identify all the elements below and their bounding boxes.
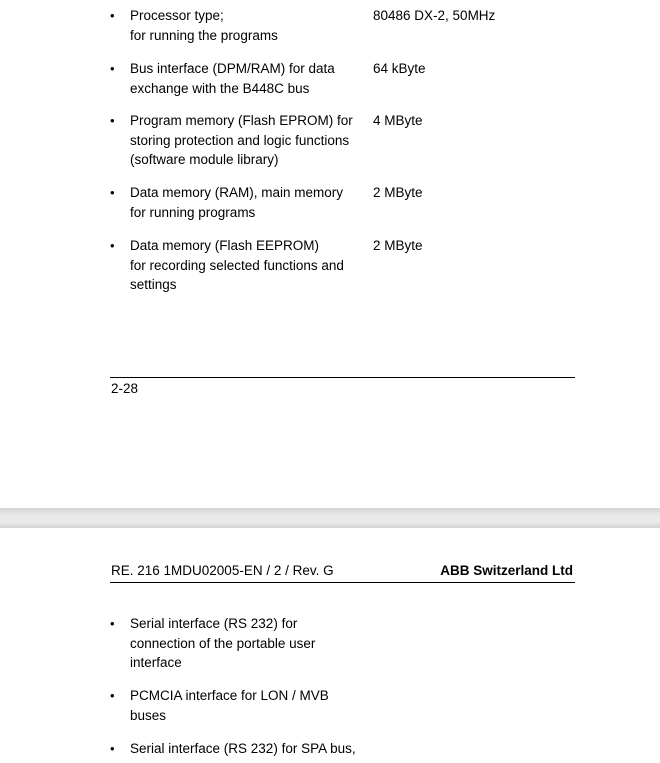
item-line: Data memory (RAM), main memory: [130, 185, 344, 200]
item-value: 4 MByte: [373, 113, 423, 128]
company-name: ABB Switzerland Ltd: [440, 563, 573, 578]
item-line: (software module library): [130, 152, 279, 168]
item-description: [130, 739, 362, 759]
item-line: Program memory (Flash EPROM) for: [130, 113, 353, 128]
item-description: [130, 111, 362, 170]
item-line: PCMCIA interface for LON / MVB: [130, 688, 329, 703]
item-value: 2 MByte: [373, 185, 423, 200]
item-line: Data memory (Flash EEPROM): [130, 238, 320, 253]
bullet: •: [110, 185, 115, 200]
item-value: 80486 DX-2, 50MHz: [373, 8, 496, 23]
item-line: for running the programs: [130, 27, 278, 43]
item-line: exchange with the B448C bus: [130, 80, 310, 96]
item-description: [130, 236, 362, 295]
item-line: interface: [130, 655, 182, 671]
bullet: •: [110, 8, 115, 23]
page-number: 2-28: [111, 381, 139, 396]
item-value: 64 kByte: [373, 61, 426, 76]
bullet: •: [110, 741, 115, 756]
bullet: •: [110, 688, 115, 703]
item-line: Bus interface (DPM/RAM) for data: [130, 61, 335, 76]
item-line: Serial interface (RS 232) for SPA bus,: [130, 741, 356, 756]
item-line: for recording selected functions and: [130, 257, 344, 273]
item-description: [130, 686, 362, 725]
item-description: [130, 6, 362, 45]
item-line: settings: [130, 277, 177, 293]
item-line: for running programs: [130, 204, 256, 220]
item-line: Serial interface (RS 232) for: [130, 616, 298, 631]
item-value: 2 MByte: [373, 238, 423, 253]
page-separator: [0, 508, 660, 528]
header-rule: [110, 582, 575, 583]
item-description: [130, 183, 362, 222]
footer-rule: [110, 377, 575, 378]
item-description: [130, 59, 362, 98]
item-description: [130, 614, 362, 673]
item-line: Processor type;: [130, 8, 224, 23]
bullet: •: [110, 61, 115, 76]
item-line: storing protection and logic functions: [130, 132, 350, 148]
item-line: buses: [130, 707, 167, 723]
document-reference: RE. 216 1MDU02005-EN / 2 / Rev. G: [111, 563, 334, 578]
bullet: •: [110, 113, 115, 128]
item-line: connection of the portable user: [130, 635, 316, 651]
bullet: •: [110, 238, 115, 253]
bullet: •: [110, 616, 115, 631]
